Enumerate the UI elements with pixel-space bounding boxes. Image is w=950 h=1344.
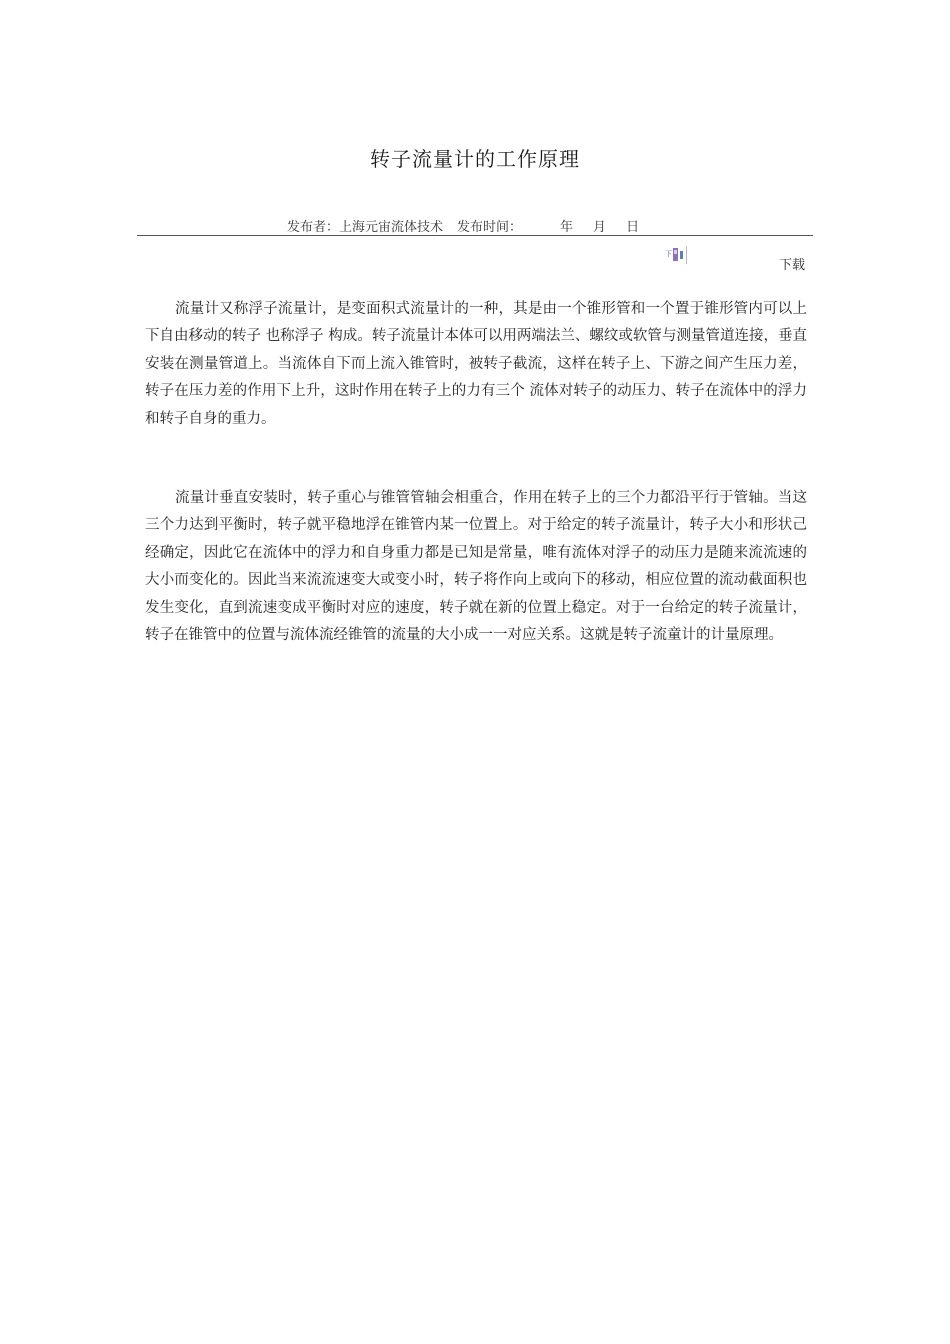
page-title: 转子流量计的工作原理 (370, 147, 580, 171)
paragraph-2: 流量计垂直安装时，转子重心与锥管管轴会相重合，作用在转子上的三个力都沿平行于管轴。当这三个力达到平衡时，转子就平稳地浮在锥管内某一位置上。对于给定的转子流量计，转子大小和形状己经确定，因此它在流体中的浮力和自身重力都是已知是常量，唯有流体对浮子的动压力是随来流流速的大小而变化的。因此当来流流速变大或变小时，转子将作向上或向下的移动，相应位置的流动截面积也发生变化，直到流速变成平衡时对应的速度，转子就在新的位置上稳定。对于一台给定的转子流量计，转子在锥管中的位置与流体流经锥管的流量的大小成一一对应关系。这就是转子流童计的计量原理。 (145, 489, 807, 643)
paragraph-1: 流量计又称浮子流量计，是变面积式流量计的一种，其是由一个锥形管和一个置于锥形管内可以上下自由移动的转子 也称浮子 构成。转子流量计本体可以用两端法兰、螺纹或软管与测量管道连接，垂直安装在测量管道上。当流体自下而上流入锥管时，被转子截流，这样在转子上、下游之间产生压力差，转子在压力差的作用下上升，这时作用在转子上的力有三个 流体对转子的动压力、转子在流体中的浮力和转子自身的重力。 (145, 300, 807, 427)
year-label: 年 (560, 220, 574, 235)
publish-meta (287, 216, 639, 235)
svg-text:下: 下 (665, 250, 672, 258)
download-link[interactable]: 下载 (779, 258, 806, 273)
month-label: 月 (593, 220, 607, 235)
publisher-text: 发布者：上海元宙流体技术 (287, 220, 444, 235)
day-label: 日 (626, 220, 640, 235)
download-icon[interactable] (664, 245, 688, 265)
publish-time-label: 发布时间： (457, 220, 523, 235)
header-divider (137, 235, 813, 236)
